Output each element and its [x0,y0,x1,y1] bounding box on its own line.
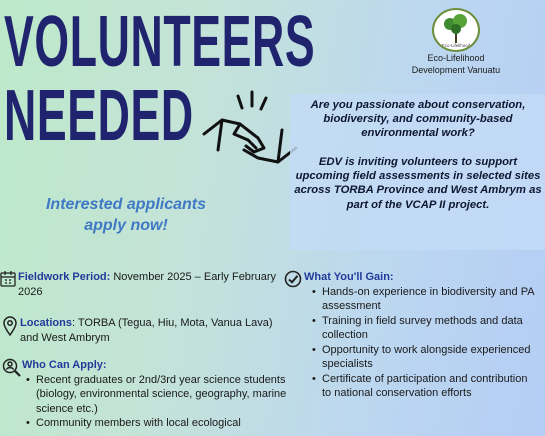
title-line-2: NEEDED [4,76,194,156]
who-label: Who Can Apply: [22,359,107,371]
magnifier-person-icon [2,358,22,383]
gain-item: • Opportunity to work alongside experienced specialists [322,343,534,372]
handshake-icon [200,90,300,180]
locations-value: : TORBA (Tegua, Hiu, Mota, Vanua Lava) and West Ambrym [20,317,273,344]
logo-icon [432,8,480,52]
fieldwork-period [0,270,280,299]
who-item: • Community members with local ecological [36,416,287,431]
what-you-gain [284,270,534,401]
gain-label: What You'll Gain: [304,271,394,283]
calendar-icon [0,270,20,293]
org-line-2: Development Vanuatu [411,65,501,75]
apply-now-text [20,194,232,236]
gain-item: • Hands-on experience in biodiversity and PA assessment [322,285,534,314]
location-pin-icon [2,316,18,341]
logo-text: Eco-Lifelihood [441,43,471,48]
gain-item: • Certificate of participation and contribution to national conservation efforts [322,372,534,401]
org-name [388,52,524,76]
callout-invite: EDV is inviting volunteers to support upcoming field assessments in selected sites across TORBA Province and West Ambrym as part of the VCAP II project. [294,156,542,211]
gain-item: • Training in field survey methods and data collection [322,314,534,343]
who-can-apply [2,358,287,431]
who-item: • Recent graduates or 2nd/3rd year science students (biology, environmental science, geography, marine science etc.) [36,373,287,417]
locations-label: Locations [20,317,72,329]
apply-line-1: Interested applicants [45,196,207,213]
check-circle-icon [284,270,302,293]
org-line-1: Eco-Lifelihood [427,53,485,63]
fieldwork-label: Fieldwork Period: [18,271,111,283]
fieldwork-value: November 2025 – Early February 2026 [18,271,276,298]
info-callout [290,94,545,250]
apply-line-2: apply now! [84,217,168,234]
locations [2,316,282,345]
title-line-1: VOLUNTEERS [4,2,316,82]
callout-question: Are you passionate about conservation, biodiversity, and community-based environmental work? [310,99,526,140]
